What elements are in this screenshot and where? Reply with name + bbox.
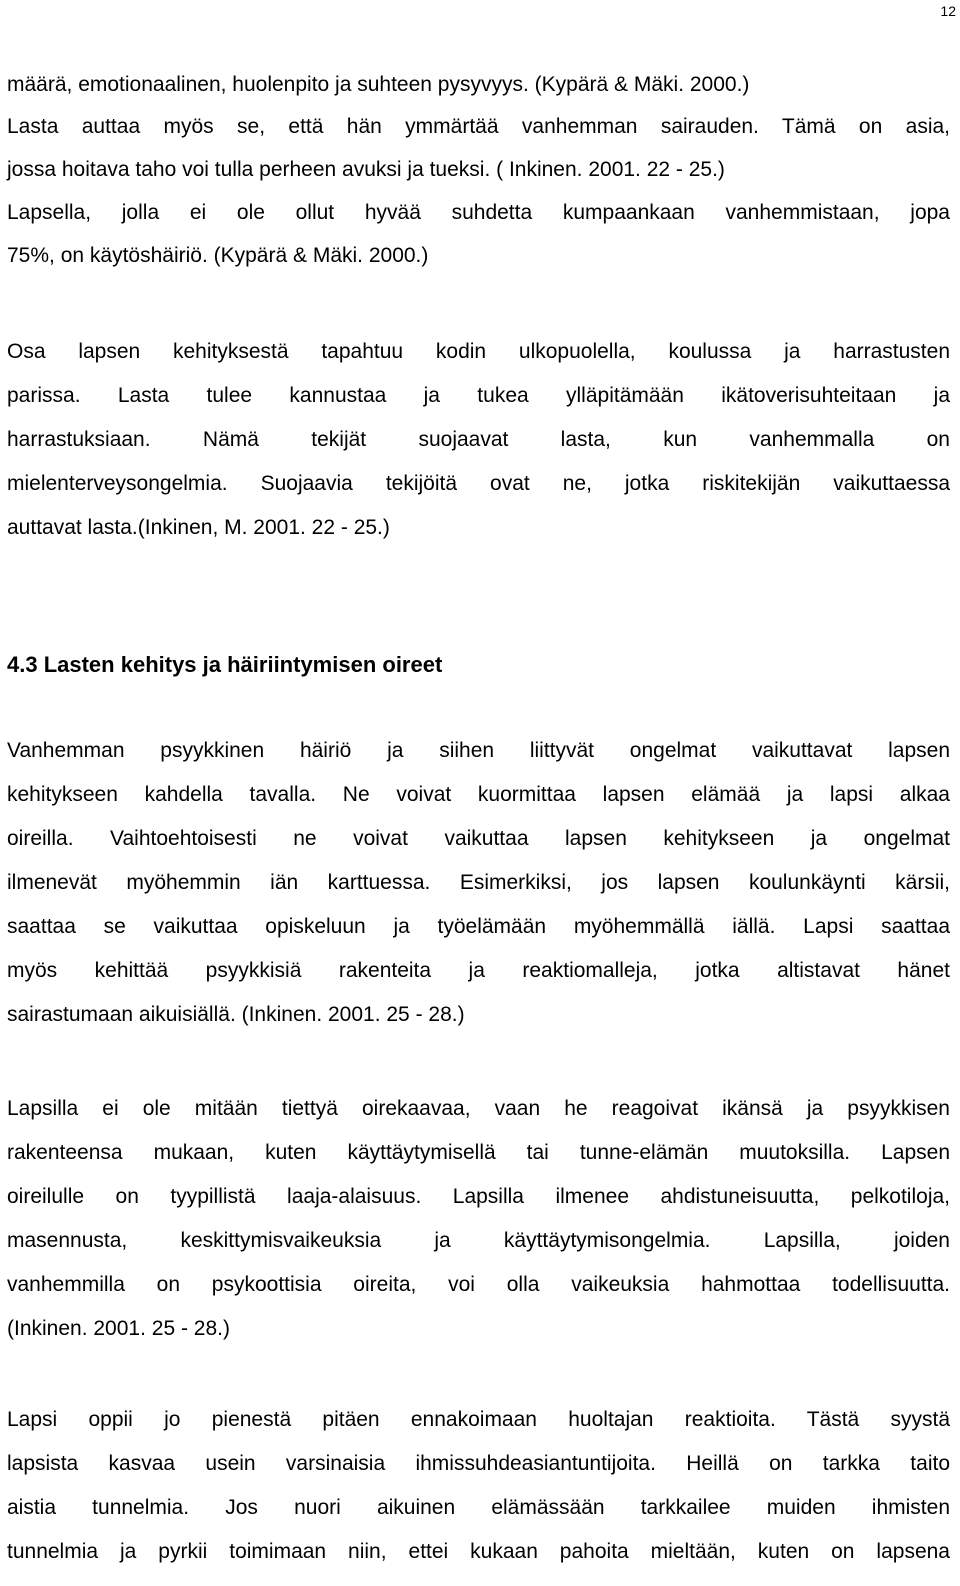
text-line: Lapsi oppii jo pienestä pitäen ennakoimaan huoltajan reaktioita. Tästä syystä bbox=[7, 1408, 950, 1431]
text-line: tunnelmia ja pyrkii toimimaan niin, ettei kukaan pahoita mieltään, kuten on lapsena bbox=[7, 1540, 950, 1563]
text-line: masennusta, keskittymisvaikeuksia ja käyttäytymisongelmia. Lapsilla, joiden bbox=[7, 1229, 950, 1252]
text-line: auttavat lasta.(Inkinen, M. 2001. 22 - 25.) bbox=[7, 516, 390, 539]
text-line: Vanhemman psyykkinen häiriö ja siihen liittyvät ongelmat vaikuttavat lapsen bbox=[7, 739, 950, 762]
page-number: 12 bbox=[940, 3, 956, 19]
text-line: (Inkinen. 2001. 25 - 28.) bbox=[7, 1317, 230, 1340]
text-line: jossa hoitava taho voi tulla perheen avuksi ja tueksi. ( Inkinen. 2001. 22 - 25.) bbox=[7, 158, 725, 181]
text-line: rakenteensa mukaan, kuten käyttäytymisellä tai tunne-elämän muutoksilla. Lapsen bbox=[7, 1141, 950, 1164]
text-line: ilmenevät myöhemmin iän karttuessa. Esimerkiksi, jos lapsen koulunkäynti kärsii, bbox=[7, 871, 950, 894]
text-line: määrä, emotionaalinen, huolenpito ja suhteen pysyvyys. (Kypärä & Mäki. 2000.) bbox=[7, 73, 750, 96]
text-line: lapsista kasvaa usein varsinaisia ihmissuhdeasiantuntijoita. Heillä on tarkka taito bbox=[7, 1452, 950, 1475]
text-line: 75%, on käytöshäiriö. (Kypärä & Mäki. 2000.) bbox=[7, 244, 429, 267]
text-line: aistia tunnelmia. Jos nuori aikuinen elämässään tarkkailee muiden ihmisten bbox=[7, 1496, 950, 1519]
text-line: mielenterveysongelmia. Suojaavia tekijöitä ovat ne, jotka riskitekijän vaikuttaessa bbox=[7, 472, 950, 495]
text-line: Lasta auttaa myös se, että hän ymmärtää vanhemman sairauden. Tämä on asia, bbox=[7, 115, 950, 138]
text-line: vanhemmilla on psykoottisia oireita, voi olla vaikeuksia hahmottaa todellisuutta. bbox=[7, 1273, 950, 1296]
section-heading: 4.3 Lasten kehitys ja häiriintymisen oireet bbox=[7, 652, 443, 677]
text-line: oireilulle on tyypillistä laaja-alaisuus. Lapsilla ilmenee ahdistuneisuutta, pelkotiloja, bbox=[7, 1185, 950, 1208]
text-line: Lapsilla ei ole mitään tiettyä oirekaavaa, vaan he reagoivat ikänsä ja psyykkisen bbox=[7, 1097, 950, 1120]
text-line: oireilla. Vaihtoehtoisesti ne voivat vaikuttaa lapsen kehitykseen ja ongelmat bbox=[7, 827, 950, 850]
text-line: saattaa se vaikuttaa opiskeluun ja työelämään myöhemmällä iällä. Lapsi saattaa bbox=[7, 915, 950, 938]
text-line: parissa. Lasta tulee kannustaa ja tukea ylläpitämään ikätoverisuhteitaan ja bbox=[7, 384, 950, 407]
text-line: sairastumaan aikuisiällä. (Inkinen. 2001. 25 - 28.) bbox=[7, 1003, 465, 1026]
text-line: myös kehittää psyykkisiä rakenteita ja reaktiomalleja, jotka altistavat hänet bbox=[7, 959, 950, 982]
text-line: Lapsella, jolla ei ole ollut hyvää suhdetta kumpaankaan vanhemmistaan, jopa bbox=[7, 201, 950, 224]
text-line: Osa lapsen kehityksestä tapahtuu kodin ulkopuolella, koulussa ja harrastusten bbox=[7, 340, 950, 363]
text-line: harrastuksiaan. Nämä tekijät suojaavat lasta, kun vanhemmalla on bbox=[7, 428, 950, 451]
text-line: kehitykseen kahdella tavalla. Ne voivat kuormittaa lapsen elämää ja lapsi alkaa bbox=[7, 783, 950, 806]
